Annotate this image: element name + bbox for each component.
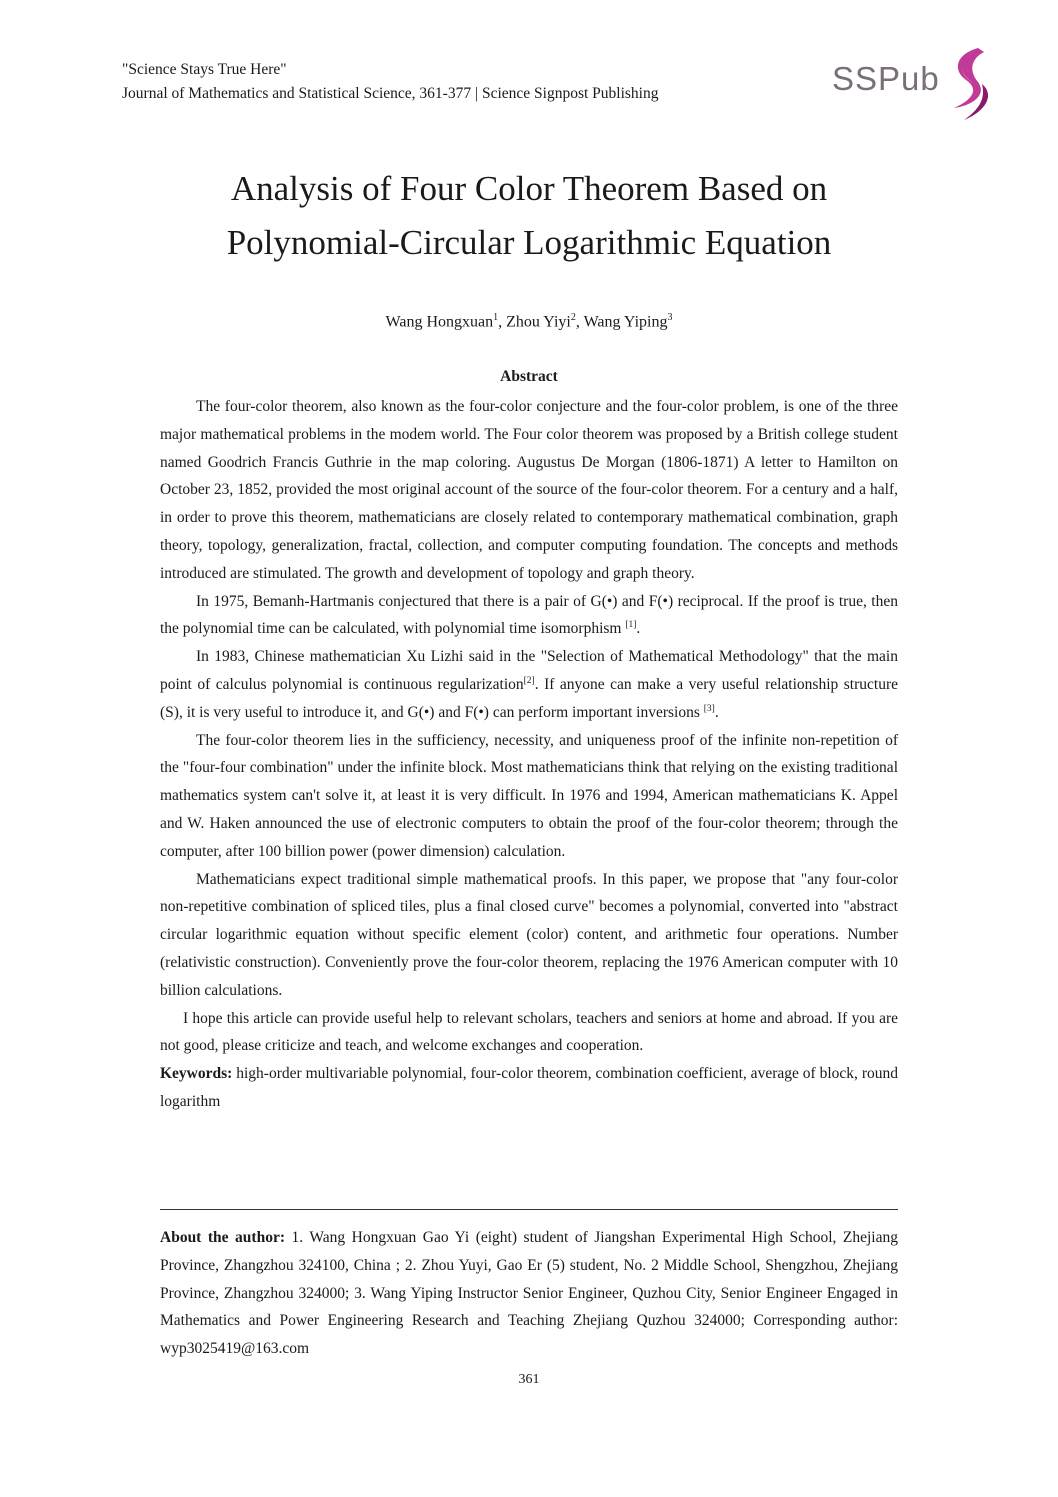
paragraph-text: . [714, 703, 719, 721]
citation-ref[interactable]: [3] [703, 703, 715, 714]
paragraph-text: In 1983, Chinese mathematician Xu Lizhi said in the "Selection of Mathematical Methodology" that the main point of calculus polynomial is continuous regularization [160, 648, 898, 693]
abstract-paragraph: The four-color theorem, also known as the four-color conjecture and the four-color problem, is one of the three major mathematical problems in the modem world. The Four color theorem was proposed by a British college student named Goodrich Francis Guthrie in the map coloring. Augustus De Morgan (1806-1871) A letter to Hamilton on October 23, 1852, provided the most original account of the source of the four-color theorem. For a century and a half, in order to prove this theorem, mathematicians are closely related to contemporary mathematical combination, graph theory, topology, generalization, fractal, collection, and computer computing foundation. The concepts and methods introduced are stimulated. The growth and development of topology and graph theory. [160, 398, 898, 582]
paper-title [100, 162, 958, 270]
paragraph-text: In 1975, Bemanh-Hartmanis conjectured that there is a pair of G(•) and F(•) reciprocal. If the proof is true, then the polynomial time can be calculated, with polynomial time isomorphism [160, 592, 898, 638]
citation-ref[interactable]: [1] [625, 620, 637, 631]
author-separator: , [575, 313, 584, 331]
title-line-1: Analysis of Four Color Theorem Based on [230, 169, 828, 208]
author-affiliation-mark: 2 [570, 312, 576, 323]
page-number: 361 [518, 1372, 540, 1387]
abstract-body [160, 393, 898, 1116]
keywords [160, 1060, 898, 1116]
citation-ref[interactable]: [2] [523, 675, 535, 686]
keywords-label: Keywords: [160, 1065, 233, 1083]
abstract-heading: Abstract [500, 368, 558, 385]
paragraph-text: . If anyone can make a very useful relationship structure (S), it is very useful to introduce it, and G(•) and F(•) can perform important inversions [160, 675, 898, 721]
journal-citation: Journal of Mathematics and Statistical Science, 361-377 | Science Signpost Publishing [122, 85, 659, 102]
journal-header [122, 58, 658, 106]
abstract-paragraph: I hope this article can provide useful help to relevant scholars, teachers and seniors at home and abroad. If you are not good, please criticize and teach, and welcome exchanges and cooperation. [160, 1009, 898, 1055]
author-affiliation-mark: 1 [493, 312, 499, 323]
footnote-divider [160, 1209, 898, 1210]
abstract-paragraph: Mathematicians expect traditional simple mathematical proofs. In this paper, we propose that "any four-color non-repetitive combination of spliced tiles, plus a final closed curve" becomes a polynomial, converted into "abstract circular logarithmic equation without specific element (color) content, and arithmetic four operations. Number (relativistic construction). Conveniently prove the four-color theorem, replacing the 1976 American computer with 10 billion calculations. [160, 870, 898, 999]
author-name: Wang Hongxuan [385, 313, 494, 331]
author-separator: , [498, 313, 507, 331]
about-label: About the author: [160, 1229, 285, 1246]
sspub-logo [832, 44, 1002, 124]
title-line-2: Polynomial-Circular Logarithmic Equation [226, 223, 832, 262]
about-the-author [160, 1224, 898, 1363]
keywords-text: high-order multivariable polynomial, four-color theorem, combination coefficient, average of block, round logarithm [160, 1065, 898, 1110]
author-name: Wang Yiping [583, 313, 668, 331]
logo-text: SSPub [832, 60, 940, 97]
abstract-paragraph [160, 643, 898, 726]
paragraph-text: . [636, 620, 641, 638]
author-name: Zhou Yiyi [506, 313, 571, 331]
abstract-paragraph [160, 588, 898, 644]
logo-swirl-icon [938, 44, 998, 124]
author-affiliation-mark: 3 [667, 312, 673, 323]
author-list [100, 312, 958, 331]
abstract-paragraph: The four-color theorem lies in the sufficiency, necessity, and uniqueness proof of the infinite non-repetition of the "four-four combination" under the infinite block. Most mathematicians think that relying on the existing traditional mathematics system can't solve it, at least it is very difficult. In 1976 and 1994, American mathematicians K. Appel and W. Haken announced the use of electronic computers to obtain the proof of the four-color theorem; through the computer, after 100 billion power (power dimension) calculation. [160, 731, 898, 860]
about-text: 1. Wang Hongxuan Gao Yi (eight) student of Jiangshan Experimental High School, Zhejiang Province, Zhangzhou 324100, China ; 2. Zhou Yuyi, Gao Er (5) student, No. 2 Middle School, Shengzhou, Zhejiang Province, Zhangzhou 324000; 3. Wang Yiping Instructor Senior Engineer, Quzhou City, Senior Engineer Engaged in Mathematics and Power Engineering Research and Teaching Zhejiang Quzhou 324000; Corresponding author: wyp3025419@163.com [160, 1229, 898, 1358]
journal-motto: "Science Stays True Here" [122, 61, 287, 78]
